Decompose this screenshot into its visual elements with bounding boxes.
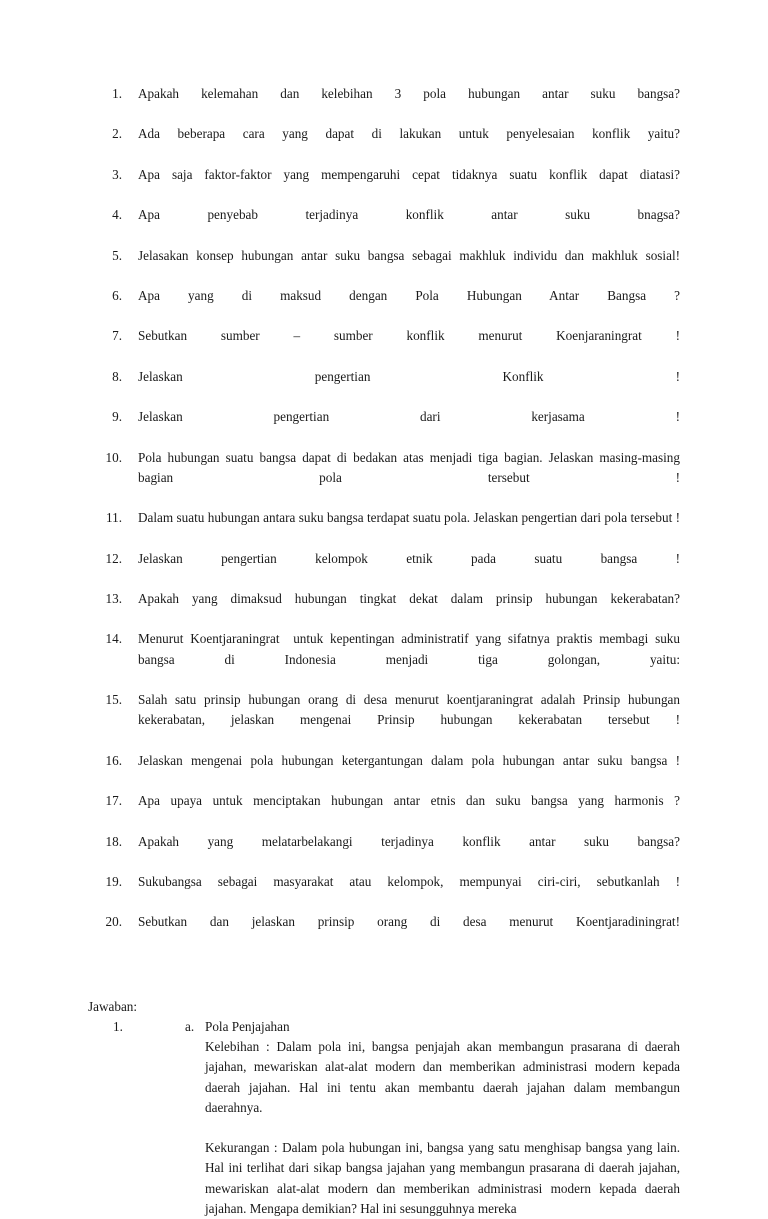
question-item bbox=[88, 508, 680, 548]
answer-sublist bbox=[113, 1017, 684, 1219]
question-number: 19. bbox=[105, 873, 122, 889]
answer-number: 1. bbox=[113, 1018, 123, 1034]
question-item bbox=[88, 589, 680, 629]
question-text: Sebutkan dan jelaskan prinsip orang di desa menurut Koentjaradiningrat! bbox=[138, 914, 680, 930]
question-text: Sukubangsa sebagai masyarakat atau kelompok, mempunyai ciri-ciri, sebutkanlah ! bbox=[138, 873, 680, 889]
answers-section bbox=[88, 997, 684, 1219]
question-text: Apa saja faktor-faktor yang mempengaruhi cepat tidaknya suatu konflik dapat diatasi? bbox=[138, 166, 680, 182]
question-number: 14. bbox=[105, 631, 122, 647]
document-content bbox=[88, 84, 684, 1219]
question-text: Apa yang di maksud dengan Pola Hubungan Antar Bangsa ? bbox=[138, 288, 680, 304]
question-number: 15. bbox=[105, 692, 122, 708]
question-item bbox=[88, 286, 680, 326]
question-number: 2. bbox=[112, 126, 122, 142]
question-number: 6. bbox=[112, 288, 122, 304]
question-text: Apakah yang dimaksud hubungan tingkat dekat dalam prinsip hubungan kekerabatan? bbox=[138, 591, 680, 607]
question-item bbox=[88, 407, 680, 447]
question-item bbox=[88, 448, 684, 509]
question-number: 7. bbox=[112, 328, 122, 344]
question-number: 8. bbox=[112, 368, 122, 384]
answer-paragraph-kelebihan: Kelebihan : Dalam pola ini, bangsa penjajah akan membangun prasarana di daerah jajahan, mewariskan alat-alat modern dan memberikan administrasi modern kepada daerah jajahan. Hal ini tentu akan membantu daerah jajahan dalam membangun daerahnya. bbox=[205, 1039, 684, 1115]
answer-item bbox=[88, 1017, 684, 1219]
question-text: Jelaskan pengertian kelompok etnik pada suatu bangsa ! bbox=[138, 550, 680, 566]
question-text: Menurut Koentjaraningrat untuk kepentingan administratif yang sifatnya praktis membagi suku bangsa di Indonesia menjadi tiga golongan, yaitu: bbox=[138, 631, 684, 667]
question-item bbox=[88, 246, 680, 286]
answer-subitem-title: Pola Penjajahan bbox=[205, 1018, 290, 1034]
question-number: 5. bbox=[112, 247, 122, 263]
question-number: 20. bbox=[105, 914, 122, 930]
question-number: 11. bbox=[106, 510, 122, 526]
question-text: Pola hubungan suatu bangsa dapat di bedakan atas menjadi tiga bagian. Jelaskan masing-masing bagian pola tersebut ! bbox=[138, 449, 684, 485]
question-item bbox=[88, 690, 684, 751]
question-number: 1. bbox=[112, 86, 122, 101]
question-text: Apa penyebab terjadinya konflik antar suku bnagsa? bbox=[138, 207, 680, 223]
question-item bbox=[88, 549, 680, 589]
question-number: 4. bbox=[112, 207, 122, 223]
question-text: Apakah kelemahan dan kelebihan 3 pola hubungan antar suku bangsa? bbox=[138, 86, 680, 101]
question-number: 9. bbox=[112, 409, 122, 425]
question-item bbox=[88, 832, 680, 872]
question-text: Apa upaya untuk menciptakan hubungan antar etnis dan suku bangsa yang harmonis ? bbox=[138, 793, 680, 809]
question-text: Sebutkan sumber – sumber konflik menurut Koenjaraningrat ! bbox=[138, 328, 680, 344]
question-number: 18. bbox=[105, 833, 122, 849]
answers-heading: Jawaban: bbox=[88, 998, 138, 1014]
question-text: Jelaskan pengertian dari kerjasama ! bbox=[138, 409, 680, 425]
question-number: 17. bbox=[105, 793, 122, 809]
question-item bbox=[88, 205, 680, 245]
question-item bbox=[88, 912, 680, 952]
question-list bbox=[88, 84, 684, 953]
question-text: Jelaskan mengenai pola hubungan ketergantungan dalam pola hubungan antar suku bangsa ! bbox=[138, 752, 680, 768]
question-item bbox=[88, 84, 680, 124]
answer-subitem bbox=[185, 1017, 684, 1219]
question-item bbox=[88, 367, 680, 407]
question-item bbox=[88, 872, 680, 912]
answer-paragraph-kekurangan: Kekurangan : Dalam pola hubungan ini, bangsa yang satu menghisap bangsa yang lain. Hal ini terlihat dari sikap bangsa jajahan yang membangun prasarana di daerah jajahan, mewariskan alat-alat modern dan memberikan administrasi modern kepada daerah jajahan. Mengapa demikian? Hal ini sesungguhnya mereka bbox=[205, 1140, 684, 1216]
question-number: 12. bbox=[105, 550, 122, 566]
question-item bbox=[88, 629, 684, 690]
question-item bbox=[88, 791, 680, 831]
question-text: Dalam suatu hubungan antara suku bangsa terdapat suatu pola. Jelaskan pengertian dari pola tersebut ! bbox=[138, 510, 680, 526]
question-text: Jelasakan konsep hubungan antar suku bangsa sebagai makhluk individu dan makhluk sosial! bbox=[138, 247, 680, 263]
question-text: Ada beberapa cara yang dapat di lakukan untuk penyelesaian konflik yaitu? bbox=[138, 126, 680, 142]
question-item bbox=[88, 124, 680, 164]
question-number: 3. bbox=[112, 166, 122, 182]
question-text: Jelaskan pengertian Konflik ! bbox=[138, 368, 680, 384]
question-text: Apakah yang melatarbelakangi terjadinya konflik antar suku bangsa? bbox=[138, 833, 680, 849]
question-text: Salah satu prinsip hubungan orang di desa menurut koentjaraningrat adalah Prinsip hubungan kekerabatan, jelaskan mengenai Prinsip hubungan kekerabatan tersebut ! bbox=[138, 692, 684, 728]
answer-subitem-marker: a. bbox=[185, 1018, 195, 1034]
question-number: 16. bbox=[105, 752, 122, 768]
question-item bbox=[88, 326, 680, 366]
question-item bbox=[88, 165, 680, 205]
question-number: 10. bbox=[105, 449, 122, 465]
question-number: 13. bbox=[105, 591, 122, 607]
question-item bbox=[88, 751, 680, 791]
